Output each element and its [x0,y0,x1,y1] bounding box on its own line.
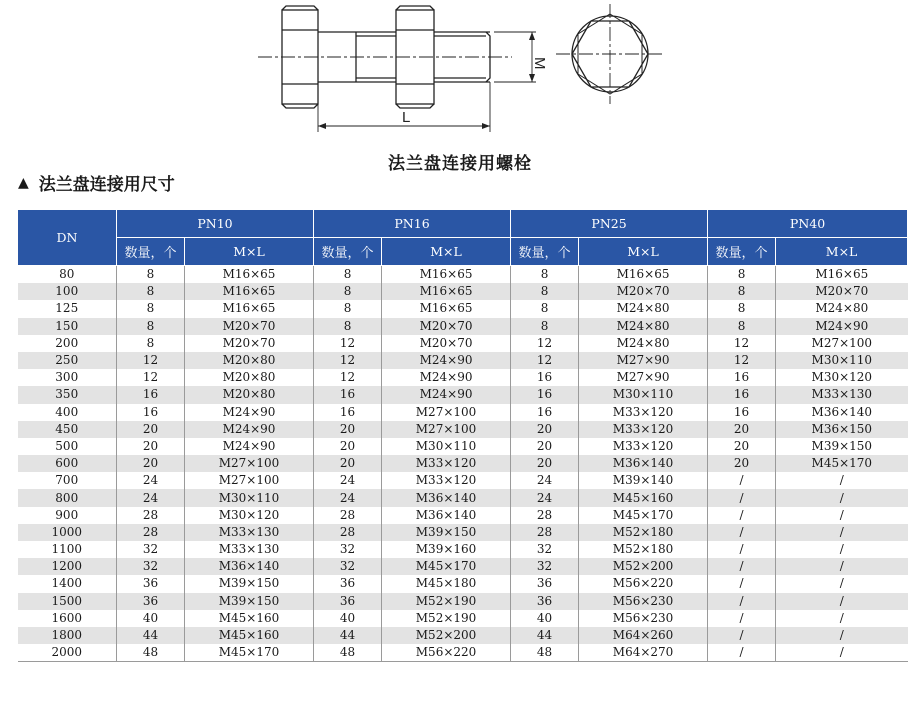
cell-quantity: 40 [314,610,382,627]
cell-size: M27×100 [382,404,511,421]
cell-quantity: 12 [511,352,579,369]
cell-size: M30×120 [185,507,314,524]
cell-size: M16×65 [185,300,314,317]
cell-quantity: 32 [117,558,185,575]
cell-quantity: 16 [117,404,185,421]
cell-quantity: / [708,541,776,558]
cell-quantity: 28 [511,507,579,524]
table-row [18,455,908,472]
cell-quantity: 28 [314,524,382,541]
cell-size: M27×100 [382,421,511,438]
cell-dn: 125 [18,300,117,317]
cell-size: M24×90 [776,318,908,335]
cell-quantity: 44 [314,627,382,644]
cell-size: M16×65 [185,283,314,300]
cell-quantity: 32 [511,558,579,575]
table-row [18,575,908,592]
cell-quantity: 8 [117,300,185,317]
cell-quantity: 32 [511,541,579,558]
cell-size: M39×150 [776,438,908,455]
cell-dn: 1600 [18,610,117,627]
cell-size: M33×120 [579,438,708,455]
cell-size: M33×130 [185,524,314,541]
cell-quantity: 20 [117,421,185,438]
bolt-size-table-container [17,209,907,662]
cell-quantity: 28 [314,507,382,524]
cell-quantity: 8 [708,318,776,335]
cell-dn: 400 [18,404,117,421]
dim-l-label: L [402,109,411,126]
cell-size: M52×180 [579,541,708,558]
cell-size: M24×90 [382,386,511,403]
cell-size: M20×80 [185,352,314,369]
cell-size: M24×80 [579,335,708,352]
cell-dn: 800 [18,489,117,506]
cell-dn: 1200 [18,558,117,575]
table-row [18,610,908,627]
cell-quantity: / [708,593,776,610]
cell-quantity: / [708,507,776,524]
cell-quantity: 8 [314,266,382,284]
cell-quantity: 36 [314,575,382,592]
dim-m-label: M [531,57,548,70]
cell-quantity: 8 [511,300,579,317]
cell-size: M27×90 [579,369,708,386]
cell-quantity: 8 [117,318,185,335]
cell-quantity: / [708,558,776,575]
cell-dn: 350 [18,386,117,403]
table-row [18,507,908,524]
header-quantity: 数量，个 [117,238,185,266]
cell-size: M33×120 [382,472,511,489]
table-row [18,593,908,610]
table-row [18,352,908,369]
cell-size: / [776,593,908,610]
cell-size: M45×160 [185,610,314,627]
cell-quantity: / [708,472,776,489]
table-row [18,472,908,489]
cell-size: M30×110 [579,386,708,403]
section-heading [18,170,175,195]
header-pn10: PN10 [117,210,314,238]
cell-quantity: 20 [314,455,382,472]
cell-quantity: 40 [117,610,185,627]
cell-quantity: 48 [117,644,185,662]
cell-size: M39×150 [185,575,314,592]
cell-size: M16×65 [579,266,708,284]
cell-size: M52×200 [579,558,708,575]
cell-quantity: 20 [511,455,579,472]
cell-quantity: / [708,575,776,592]
cell-size: M36×150 [776,421,908,438]
drawing-caption: 法兰盘连接用螺栓 [388,154,532,174]
table-body [18,266,908,662]
cell-quantity: 16 [117,386,185,403]
cell-size: M36×140 [382,489,511,506]
table-row [18,266,908,284]
cell-size: M33×130 [185,541,314,558]
cell-size: M56×230 [579,610,708,627]
cell-quantity: 12 [314,369,382,386]
table-row [18,300,908,317]
cell-size: M24×90 [185,404,314,421]
header-quantity: 数量，个 [708,238,776,266]
cell-size: / [776,644,908,662]
cell-quantity: 44 [117,627,185,644]
cell-size: / [776,524,908,541]
cell-size: M33×120 [579,421,708,438]
cell-quantity: 16 [708,404,776,421]
cell-dn: 100 [18,283,117,300]
cell-size: M30×110 [382,438,511,455]
cell-size: / [776,610,908,627]
cell-size: M27×100 [185,472,314,489]
cell-quantity: 24 [511,472,579,489]
cell-size: M16×65 [776,266,908,284]
cell-quantity: 48 [511,644,579,662]
cell-size: M16×65 [185,266,314,284]
cell-size: M20×70 [776,283,908,300]
table-row [18,541,908,558]
cell-size: M56×230 [579,593,708,610]
cell-size: M20×70 [185,318,314,335]
cell-quantity: 36 [511,575,579,592]
cell-quantity: 36 [511,593,579,610]
cell-quantity: 32 [117,541,185,558]
cell-quantity: 24 [511,489,579,506]
cell-quantity: 12 [511,335,579,352]
cell-quantity: 32 [314,541,382,558]
header-quantity: 数量，个 [314,238,382,266]
cell-size: M39×160 [382,541,511,558]
cell-quantity: 8 [314,283,382,300]
cell-size: M30×110 [185,489,314,506]
cell-quantity: 16 [708,386,776,403]
cell-size: M33×120 [579,404,708,421]
table-row [18,404,908,421]
table-row [18,318,908,335]
cell-quantity: 12 [314,335,382,352]
cell-size: M24×90 [185,438,314,455]
cell-dn: 600 [18,455,117,472]
table-row [18,386,908,403]
cell-size: M39×140 [579,472,708,489]
cell-quantity: 20 [708,438,776,455]
cell-size: / [776,558,908,575]
cell-size: M45×170 [185,644,314,662]
cell-size: M39×150 [185,593,314,610]
cell-quantity: 44 [511,627,579,644]
cell-quantity: 16 [314,386,382,403]
cell-size: M16×65 [382,300,511,317]
cell-size: M36×140 [382,507,511,524]
cell-quantity: 36 [117,575,185,592]
cell-size: M33×130 [776,386,908,403]
cell-size: / [776,627,908,644]
cell-quantity: 16 [314,404,382,421]
cell-quantity: 20 [511,438,579,455]
cell-dn: 80 [18,266,117,284]
header-pn25: PN25 [511,210,708,238]
cell-quantity: 8 [511,283,579,300]
cell-size: M52×180 [579,524,708,541]
cell-quantity: 20 [708,455,776,472]
cell-quantity: 20 [117,438,185,455]
cell-quantity: 28 [117,524,185,541]
cell-dn: 700 [18,472,117,489]
table-row [18,524,908,541]
table-row [18,558,908,575]
cell-size: / [776,541,908,558]
cell-size: M20×70 [185,335,314,352]
header-pn40: PN40 [708,210,908,238]
cell-size: M24×90 [382,369,511,386]
cell-size: M45×170 [776,455,908,472]
header-size: M×L [579,238,708,266]
cell-quantity: 8 [511,318,579,335]
cell-size: M20×70 [579,283,708,300]
cell-size: / [776,507,908,524]
cell-size: M27×90 [579,352,708,369]
table-row [18,335,908,352]
cell-size: M56×220 [579,575,708,592]
table-row [18,421,908,438]
cell-dn: 1400 [18,575,117,592]
cell-size: M45×160 [185,627,314,644]
cell-quantity: 36 [117,593,185,610]
cell-size: M52×190 [382,593,511,610]
cell-quantity: 20 [314,421,382,438]
table-row [18,369,908,386]
header-quantity: 数量，个 [511,238,579,266]
table-row [18,283,908,300]
triangle-icon: ▲ [18,174,29,191]
cell-size: / [776,472,908,489]
cell-quantity: 8 [511,266,579,284]
cell-size: M24×80 [579,318,708,335]
cell-quantity: / [708,627,776,644]
header-size: M×L [382,238,511,266]
cell-size: M45×170 [579,507,708,524]
cell-dn: 1100 [18,541,117,558]
cell-size: M16×65 [382,266,511,284]
table-row [18,438,908,455]
cell-quantity: 8 [117,266,185,284]
cell-quantity: 28 [511,524,579,541]
cell-size: M56×220 [382,644,511,662]
cell-size: M36×140 [579,455,708,472]
cell-dn: 200 [18,335,117,352]
cell-quantity: 12 [117,352,185,369]
cell-quantity: 20 [314,438,382,455]
cell-size: / [776,489,908,506]
cell-size: M52×200 [382,627,511,644]
table-row [18,489,908,506]
cell-size: M45×160 [579,489,708,506]
cell-size: M27×100 [776,335,908,352]
cell-size: M20×80 [185,369,314,386]
cell-quantity: 8 [314,318,382,335]
cell-quantity: 8 [117,335,185,352]
cell-dn: 2000 [18,644,117,662]
cell-dn: 150 [18,318,117,335]
cell-dn: 1000 [18,524,117,541]
header-dn: DN [18,210,117,266]
table-row [18,627,908,644]
cell-quantity: 20 [511,421,579,438]
cell-quantity: 16 [708,369,776,386]
table-row [18,644,908,662]
cell-quantity: 20 [117,455,185,472]
bolt-drawing [250,0,680,140]
cell-dn: 500 [18,438,117,455]
cell-size: M27×100 [185,455,314,472]
cell-quantity: 16 [511,369,579,386]
section-title-text: 法兰盘连接用尺寸 [38,175,175,195]
cell-quantity: / [708,524,776,541]
cell-dn: 300 [18,369,117,386]
cell-quantity: 8 [708,283,776,300]
cell-size: M20×80 [185,386,314,403]
cell-size: M24×90 [382,352,511,369]
cell-dn: 1500 [18,593,117,610]
cell-quantity: 48 [314,644,382,662]
cell-quantity: 28 [117,507,185,524]
cell-size: M33×120 [382,455,511,472]
header-size: M×L [185,238,314,266]
cell-quantity: 24 [117,472,185,489]
cell-quantity: 24 [117,489,185,506]
cell-quantity: 16 [511,404,579,421]
cell-size: M45×170 [382,558,511,575]
cell-size: M52×190 [382,610,511,627]
cell-size: M24×80 [776,300,908,317]
cell-size: M39×150 [382,524,511,541]
cell-size: M64×270 [579,644,708,662]
cell-dn: 1800 [18,627,117,644]
cell-size: M36×140 [185,558,314,575]
cell-quantity: / [708,489,776,506]
header-pn16: PN16 [314,210,511,238]
cell-size: M36×140 [776,404,908,421]
cell-quantity: 8 [708,300,776,317]
cell-size: / [776,575,908,592]
cell-quantity: 24 [314,489,382,506]
cell-size: M16×65 [382,283,511,300]
cell-quantity: 36 [314,593,382,610]
cell-quantity: 12 [708,335,776,352]
cell-quantity: 20 [708,421,776,438]
cell-quantity: 12 [314,352,382,369]
cell-size: M30×120 [776,369,908,386]
cell-size: M45×180 [382,575,511,592]
cell-quantity: / [708,644,776,662]
cell-size: M20×70 [382,335,511,352]
bolt-size-table [17,209,908,662]
cell-quantity: 24 [314,472,382,489]
cell-size: M30×110 [776,352,908,369]
cell-dn: 450 [18,421,117,438]
cell-quantity: 16 [511,386,579,403]
cell-quantity: 8 [314,300,382,317]
cell-quantity: / [708,610,776,627]
cell-quantity: 12 [117,369,185,386]
header-size: M×L [776,238,908,266]
cell-quantity: 32 [314,558,382,575]
cell-dn: 250 [18,352,117,369]
cell-size: M20×70 [382,318,511,335]
cell-dn: 900 [18,507,117,524]
cell-quantity: 8 [708,266,776,284]
cell-quantity: 12 [708,352,776,369]
cell-size: M64×260 [579,627,708,644]
cell-quantity: 40 [511,610,579,627]
cell-size: M24×80 [579,300,708,317]
cell-size: M24×90 [185,421,314,438]
cell-quantity: 8 [117,283,185,300]
